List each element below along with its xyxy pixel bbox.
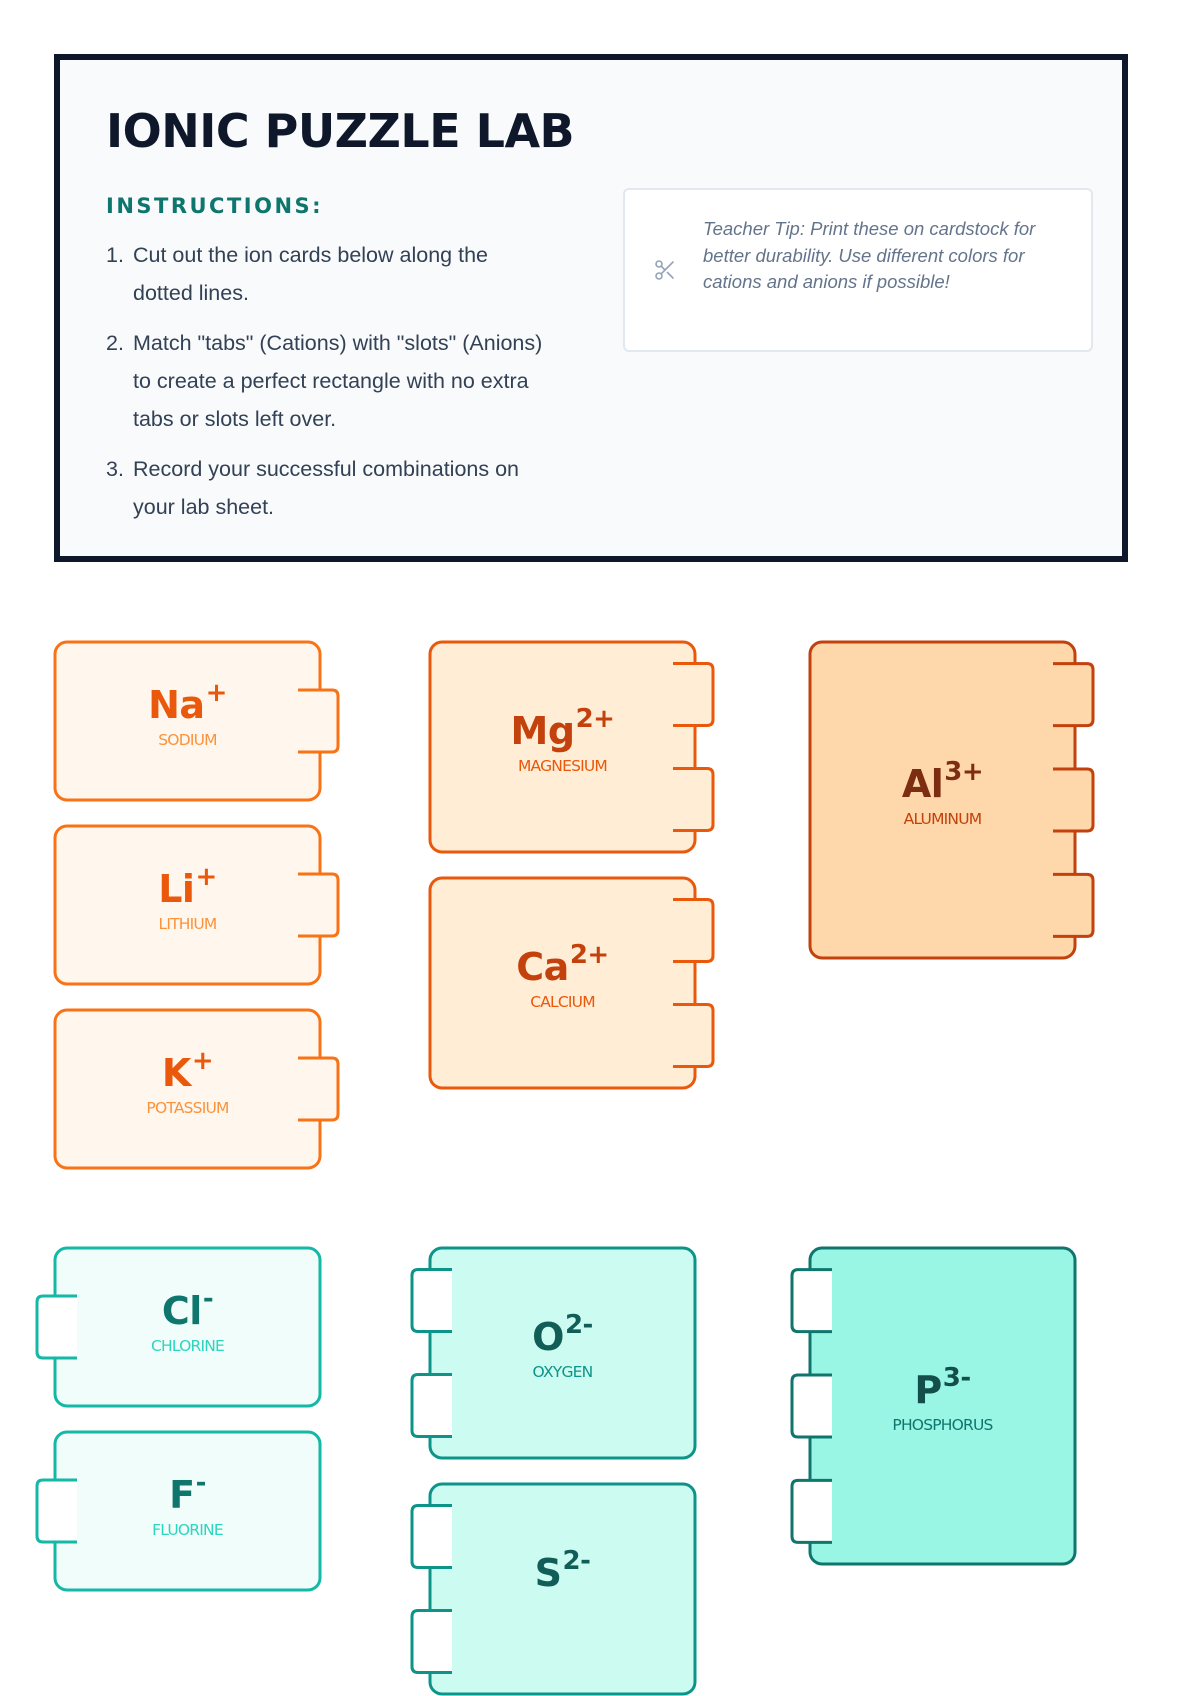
cation-card-aluminum[interactable] xyxy=(810,642,1093,958)
ion-charge: 2- xyxy=(564,1310,593,1340)
ion-charge: + xyxy=(191,1046,214,1076)
ion-symbol xyxy=(430,1310,695,1359)
ion-symbol xyxy=(810,1363,1075,1412)
step-text: Match "tabs" (Cations) with "slots" (Anions) to create a perfect rectangle with no extra tabs or slots left over. xyxy=(133,331,543,431)
element-symbol: Cl xyxy=(161,1289,202,1333)
element-name: OXYGEN xyxy=(532,1363,593,1381)
instruction-steps xyxy=(106,236,546,538)
connector-tab xyxy=(1053,874,1093,936)
ion-charge: 2+ xyxy=(569,940,609,970)
ion-charge: 3+ xyxy=(944,757,984,787)
instruction-step xyxy=(106,236,546,312)
ion-charge: - xyxy=(195,1468,206,1498)
anion-card-fluorine[interactable] xyxy=(37,1432,320,1590)
ion-charge: + xyxy=(195,862,217,892)
instruction-step xyxy=(106,450,546,526)
step-number: 2. xyxy=(106,331,124,355)
element-symbol: Li xyxy=(158,867,195,911)
element-symbol: S xyxy=(534,1551,562,1595)
ion-label xyxy=(55,1468,320,1539)
connector-tab xyxy=(1053,664,1093,726)
ion-charge: + xyxy=(205,678,227,708)
anion-card-sulfur[interactable] xyxy=(412,1484,695,1694)
cation-card-potassium[interactable] xyxy=(55,1010,338,1168)
element-symbol: O xyxy=(532,1315,564,1359)
page-title: IONIC PUZZLE LAB xyxy=(106,104,575,158)
ion-symbol xyxy=(430,704,695,753)
instruction-step xyxy=(106,324,546,438)
ion-symbol xyxy=(55,1284,320,1333)
ion-label xyxy=(430,1310,695,1381)
ion-label xyxy=(55,1046,320,1117)
connector-tab xyxy=(673,1005,713,1067)
connector-slot xyxy=(792,1480,832,1542)
ion-label xyxy=(55,1284,320,1355)
element-name: CHLORINE xyxy=(150,1337,225,1355)
step-number: 3. xyxy=(106,457,124,481)
instructions-heading: INSTRUCTIONS: xyxy=(106,194,324,218)
ion-symbol xyxy=(430,1546,695,1595)
ion-charge: 2- xyxy=(562,1546,591,1576)
element-name: PHOSPHORUS xyxy=(892,1416,993,1434)
anion-card-phosphorus[interactable] xyxy=(792,1248,1075,1564)
element-symbol: F xyxy=(169,1473,195,1517)
teacher-tip xyxy=(623,188,1093,352)
ion-charge: 2+ xyxy=(575,704,615,734)
ion-label xyxy=(430,1546,695,1599)
step-number: 1. xyxy=(106,243,124,267)
ion-symbol xyxy=(55,862,320,911)
tip-text: Teacher Tip: Print these on cardstock for better durability. Use different colors for cations and anions if possible! xyxy=(703,218,1036,292)
ion-label xyxy=(55,862,320,933)
ion-symbol xyxy=(810,757,1075,806)
element-symbol: P xyxy=(914,1368,942,1412)
anion-card-chlorine[interactable] xyxy=(37,1248,320,1406)
ion-label xyxy=(810,757,1075,828)
ion-symbol xyxy=(55,1046,320,1095)
ion-charge: 3- xyxy=(942,1363,971,1393)
step-text: Record your successful combinations on your lab sheet. xyxy=(133,457,519,519)
instructions-panel xyxy=(54,54,1128,562)
element-name: LITHIUM xyxy=(158,915,217,933)
element-name: ALUMINUM xyxy=(903,810,982,828)
ion-charge: - xyxy=(202,1284,214,1314)
scissors-icon xyxy=(653,258,677,282)
connector-slot xyxy=(412,1375,452,1437)
cation-card-magnesium[interactable] xyxy=(430,642,713,852)
ion-symbol xyxy=(55,678,320,727)
element-symbol: Na xyxy=(148,683,205,727)
connector-slot xyxy=(792,1270,832,1332)
element-symbol: Mg xyxy=(510,709,575,753)
element-name: FLUORINE xyxy=(152,1521,223,1539)
cation-card-sodium[interactable] xyxy=(55,642,338,800)
element-symbol: Ca xyxy=(516,945,569,989)
ion-label xyxy=(430,704,695,775)
element-name: POTASSIUM xyxy=(146,1099,229,1117)
cation-card-lithium[interactable] xyxy=(55,826,338,984)
element-symbol: K xyxy=(161,1051,191,1095)
connector-tab xyxy=(673,769,713,831)
element-symbol: Al xyxy=(901,762,944,806)
ion-label xyxy=(55,678,320,749)
connector-slot xyxy=(412,1611,452,1673)
element-name: SODIUM xyxy=(158,731,217,749)
ion-label xyxy=(810,1363,1075,1434)
element-name: MAGNESIUM xyxy=(517,757,608,775)
ion-label xyxy=(430,940,695,1011)
element-name: CALCIUM xyxy=(530,993,595,1011)
anion-card-oxygen[interactable] xyxy=(412,1248,695,1458)
step-text: Cut out the ion cards below along the dotted lines. xyxy=(133,243,488,305)
ion-symbol xyxy=(430,940,695,989)
cation-card-calcium[interactable] xyxy=(430,878,713,1088)
ion-symbol xyxy=(55,1468,320,1517)
